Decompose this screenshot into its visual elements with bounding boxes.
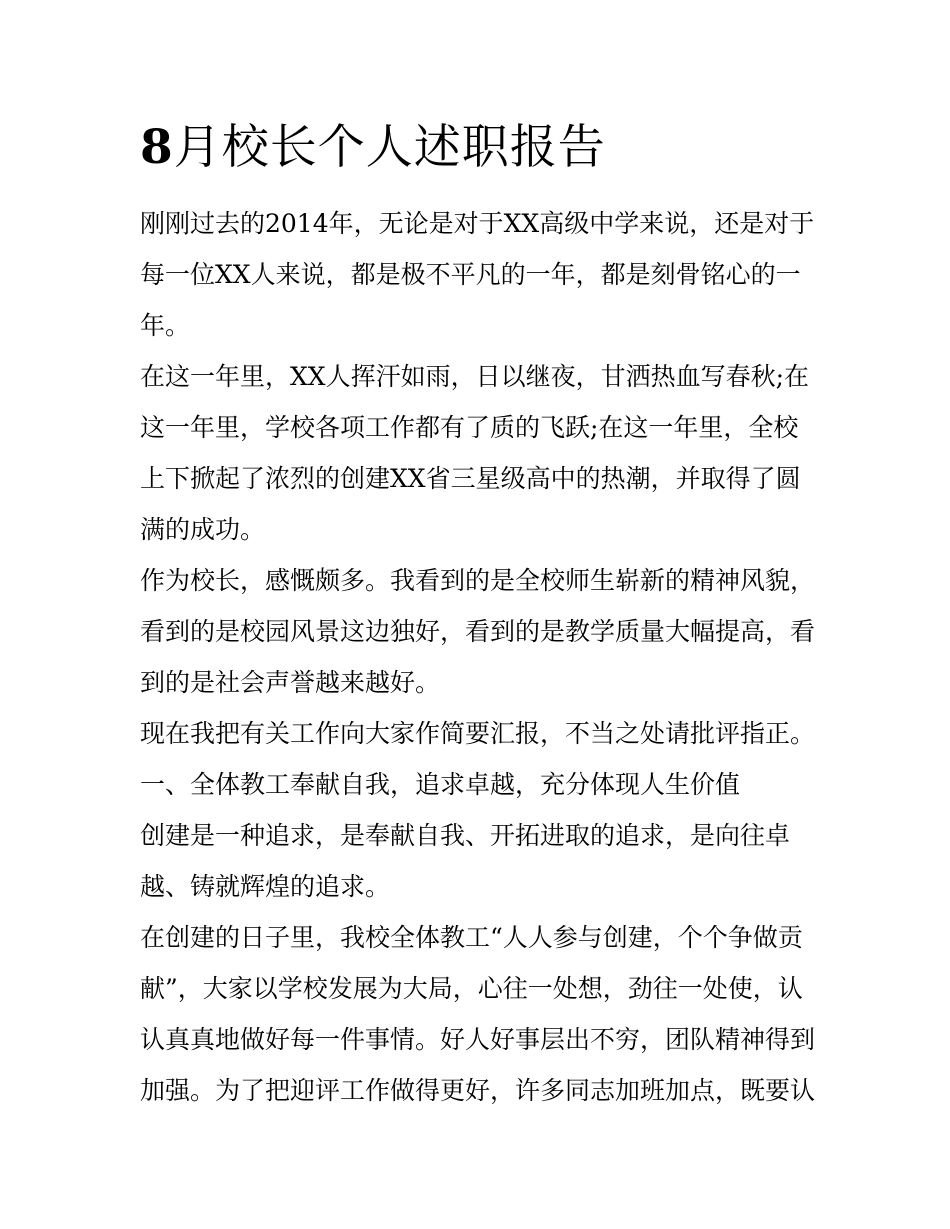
- paragraph-1: 刚刚过去的2014年，无论是对于XX高级中学来说，还是对于每一位XX人来说，都是极不平凡的一年，都是刻骨铭心的一年。: [140, 209, 815, 340]
- document-title: [140, 112, 820, 184]
- title-number: 8: [140, 120, 174, 175]
- paragraph-5: 创建是一种追求，是奉献自我、开拓进取的追求，是向往卓越、铸就辉煌的追求。: [140, 821, 791, 901]
- paragraph-3: 作为校长，感慨颇多。我看到的是全校师生崭新的精神风貌，看到的是校园风景这边独好，看到的是教学质量大幅提高，看到的是社会声誉越来越好。: [140, 566, 816, 697]
- title-text: 月校长个人述职报告: [173, 120, 606, 175]
- section-heading-1: 一、全体教工奉献自我，追求卓越，充分体现人生价值: [140, 770, 741, 799]
- document-page: [140, 112, 820, 1116]
- paragraph-6: 在创建的日子里，我校全体教工“人人参与创建，个个争做贡献”，大家以学校发展为大局，心往一处想，劲往一处使，认认真真地做好每一件事情。好人好事层出不穷，团队精神得到加强。为了把迎评工作做得更好，许多同志加班加点，既要认: [140, 923, 816, 1105]
- paragraph-4: 现在我把有关工作向大家作简要汇报，不当之处请批评指正。: [140, 719, 816, 748]
- paragraph-2: 在这一年里，XX人挥汗如雨，日以继夜，甘洒热血写春秋;在这一年里，学校各项工作都有了质的飞跃;在这一年里，全校上下掀起了浓烈的创建XX省三星级高中的热潮，并取得了圆满的成功。: [140, 362, 810, 544]
